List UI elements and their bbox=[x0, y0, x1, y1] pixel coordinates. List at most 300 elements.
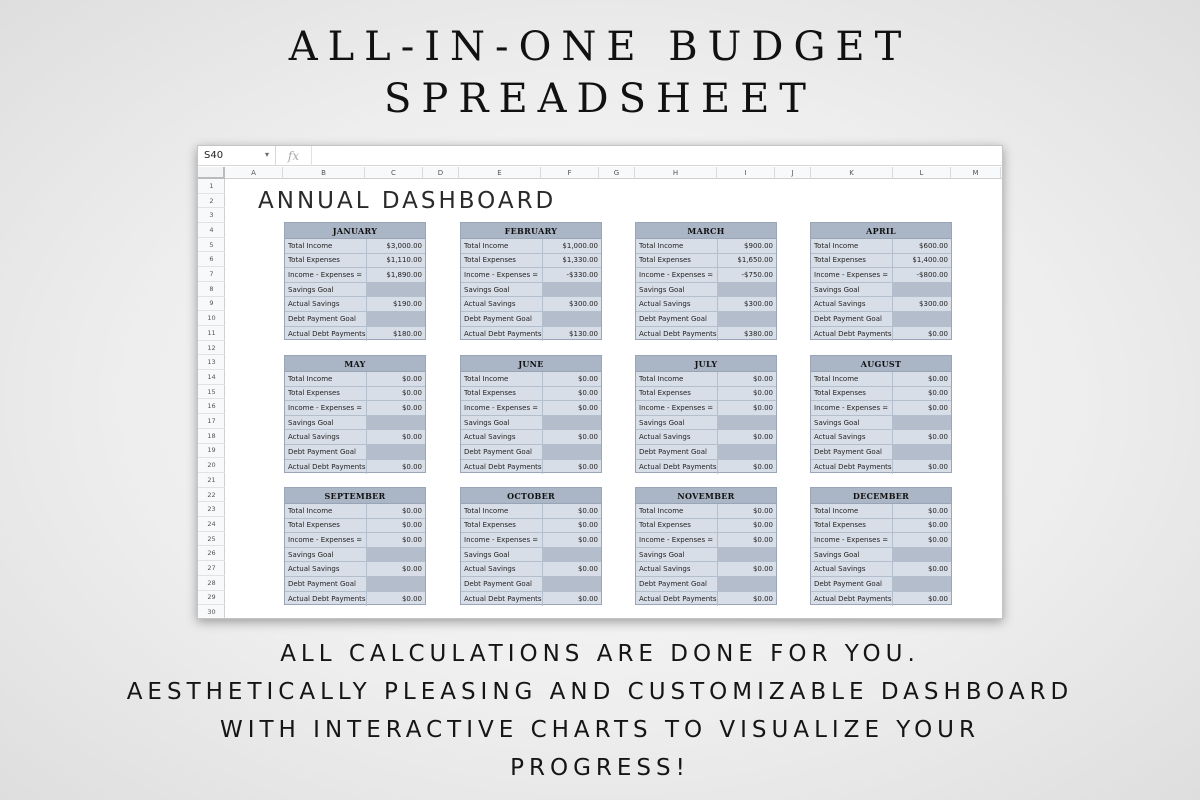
month-row-total-income bbox=[811, 372, 951, 387]
formula-bar bbox=[198, 146, 1003, 166]
row-label[interactable]: Total Expenses bbox=[811, 254, 893, 268]
month-row-actual-debt bbox=[285, 592, 425, 607]
cell-value[interactable]: $0.00 bbox=[752, 433, 773, 442]
month-row-actual-savings bbox=[811, 430, 951, 445]
row-header[interactable]: 27 bbox=[198, 561, 225, 576]
cell-value[interactable]: $0.00 bbox=[752, 389, 773, 398]
month-row-total-income bbox=[636, 504, 776, 519]
month-row-total-income bbox=[811, 239, 951, 254]
row-label[interactable]: Actual Savings bbox=[461, 562, 543, 576]
cell-value[interactable]: $0.00 bbox=[401, 521, 422, 530]
cell-value[interactable]: $0.00 bbox=[577, 462, 598, 471]
row-header[interactable]: 16 bbox=[198, 400, 225, 415]
cell-value[interactable]: $0.00 bbox=[401, 374, 422, 383]
formula-input[interactable] bbox=[312, 146, 1003, 166]
month-row-net bbox=[636, 268, 776, 283]
cell-value[interactable]: -$800.00 bbox=[916, 270, 948, 279]
row-label[interactable]: Total Expenses bbox=[636, 519, 718, 533]
month-row-actual-debt bbox=[285, 327, 425, 342]
column-header[interactable]: F bbox=[541, 167, 599, 179]
month-card-may bbox=[284, 355, 426, 473]
row-label[interactable]: Savings Goal bbox=[636, 416, 718, 430]
row-label[interactable]: Debt Payment Goal bbox=[636, 312, 718, 326]
row-label[interactable]: Actual Savings bbox=[285, 562, 367, 576]
row-label[interactable]: Income - Expenses = bbox=[811, 268, 893, 282]
month-row-debt-goal bbox=[811, 312, 951, 327]
cell-value[interactable]: $0.00 bbox=[401, 433, 422, 442]
month-row-savings-goal bbox=[811, 548, 951, 563]
row-label[interactable]: Actual Savings bbox=[811, 297, 893, 311]
row-label[interactable]: Income - Expenses = bbox=[461, 401, 543, 415]
row-label[interactable]: Total Expenses bbox=[285, 254, 367, 268]
cell-value[interactable] bbox=[367, 548, 425, 562]
month-card-february bbox=[460, 222, 602, 340]
row-label[interactable]: Savings Goal bbox=[285, 283, 367, 297]
row-label[interactable]: Total Income bbox=[636, 239, 718, 253]
row-label[interactable]: Income - Expenses = bbox=[636, 401, 718, 415]
month-title[interactable]: FEBRUARY bbox=[461, 223, 601, 239]
name-box[interactable] bbox=[198, 146, 276, 166]
footer-line-3: WITH INTERACTIVE CHARTS TO VISUALIZE YOUR bbox=[219, 717, 980, 743]
cell-value[interactable] bbox=[718, 283, 776, 297]
row-label[interactable]: Debt Payment Goal bbox=[285, 577, 367, 591]
cell-value[interactable] bbox=[367, 283, 425, 297]
cell-value[interactable] bbox=[718, 312, 776, 326]
month-row-savings-goal bbox=[461, 548, 601, 563]
row-label[interactable]: Actual Savings bbox=[636, 430, 718, 444]
row-label[interactable]: Debt Payment Goal bbox=[636, 445, 718, 459]
row-label[interactable]: Total Income bbox=[636, 504, 718, 518]
cell-value[interactable]: $0.00 bbox=[927, 521, 948, 530]
cell-value[interactable] bbox=[893, 283, 951, 297]
cell-value[interactable]: $0.00 bbox=[401, 506, 422, 515]
row-label[interactable]: Actual Debt Payments bbox=[636, 592, 718, 607]
row-label[interactable]: Savings Goal bbox=[285, 416, 367, 430]
month-row-net bbox=[636, 533, 776, 548]
row-header[interactable]: 15 bbox=[198, 385, 225, 400]
month-row-total-expenses bbox=[636, 387, 776, 402]
row-header[interactable]: 1 bbox=[198, 179, 225, 194]
cell-value[interactable] bbox=[893, 577, 951, 591]
column-header[interactable]: J bbox=[775, 167, 811, 179]
row-label[interactable]: Debt Payment Goal bbox=[811, 445, 893, 459]
row-label[interactable]: Total Expenses bbox=[811, 519, 893, 533]
cell-value[interactable]: $0.00 bbox=[401, 535, 422, 544]
month-row-savings-goal bbox=[461, 416, 601, 431]
cell-value[interactable]: $0.00 bbox=[752, 374, 773, 383]
cell-value[interactable]: $180.00 bbox=[393, 329, 422, 338]
month-row-debt-goal bbox=[636, 577, 776, 592]
month-row-actual-debt bbox=[811, 592, 951, 607]
column-header[interactable]: H bbox=[635, 167, 717, 179]
row-label[interactable]: Total Expenses bbox=[636, 254, 718, 268]
column-header[interactable]: A bbox=[225, 167, 283, 179]
cell-value[interactable]: $0.00 bbox=[752, 506, 773, 515]
cell-value[interactable]: $0.00 bbox=[577, 389, 598, 398]
cell-value[interactable]: -$330.00 bbox=[566, 270, 598, 279]
month-row-total-expenses bbox=[636, 254, 776, 269]
footer-line-2: AESTHETICALLY PLEASING AND CUSTOMIZABLE DASHBOARD bbox=[126, 679, 1074, 705]
row-header[interactable]: 4 bbox=[198, 223, 225, 238]
row-label[interactable]: Actual Debt Payments bbox=[285, 592, 367, 607]
chevron-down-icon[interactable]: ▾ bbox=[264, 149, 269, 159]
row-label[interactable]: Total Income bbox=[285, 372, 367, 386]
row-label[interactable]: Debt Payment Goal bbox=[636, 577, 718, 591]
row-label[interactable]: Actual Savings bbox=[285, 430, 367, 444]
cell-value[interactable]: $0.00 bbox=[752, 521, 773, 530]
month-row-debt-goal bbox=[285, 312, 425, 327]
month-row-total-expenses bbox=[811, 254, 951, 269]
row-label[interactable]: Total Income bbox=[636, 372, 718, 386]
cell-value[interactable]: $380.00 bbox=[744, 329, 773, 338]
row-label[interactable]: Actual Savings bbox=[461, 297, 543, 311]
month-card-november bbox=[635, 487, 777, 605]
row-label[interactable]: Total Income bbox=[811, 504, 893, 518]
row-label[interactable]: Savings Goal bbox=[285, 548, 367, 562]
row-label[interactable]: Actual Debt Payments bbox=[461, 327, 543, 342]
row-label[interactable]: Actual Debt Payments bbox=[461, 592, 543, 607]
row-label[interactable]: Total Expenses bbox=[285, 387, 367, 401]
row-label[interactable]: Savings Goal bbox=[811, 416, 893, 430]
row-header[interactable]: 13 bbox=[198, 355, 225, 370]
row-label[interactable]: Debt Payment Goal bbox=[811, 577, 893, 591]
cell-value[interactable] bbox=[367, 312, 425, 326]
row-label[interactable]: Actual Debt Payments bbox=[811, 460, 893, 475]
row-header[interactable]: 5 bbox=[198, 238, 225, 253]
select-all-corner[interactable] bbox=[198, 167, 225, 179]
cell-value[interactable]: $0.00 bbox=[752, 535, 773, 544]
month-card-september bbox=[284, 487, 426, 605]
cell-value[interactable] bbox=[367, 577, 425, 591]
month-row-actual-debt bbox=[636, 592, 776, 607]
cell-value[interactable]: $0.00 bbox=[927, 462, 948, 471]
row-header[interactable]: 30 bbox=[198, 605, 225, 619]
cell-value[interactable] bbox=[718, 445, 776, 459]
cell-value[interactable]: $0.00 bbox=[577, 565, 598, 574]
month-row-net bbox=[285, 533, 425, 548]
cell-value[interactable]: $3,000.00 bbox=[386, 241, 422, 250]
row-label[interactable]: Total Expenses bbox=[461, 254, 543, 268]
cell-value[interactable]: $0.00 bbox=[752, 565, 773, 574]
cell-value[interactable]: $0.00 bbox=[927, 535, 948, 544]
month-title[interactable]: APRIL bbox=[811, 223, 951, 239]
month-row-actual-savings bbox=[461, 562, 601, 577]
row-label[interactable]: Total Income bbox=[461, 239, 543, 253]
month-card-june bbox=[460, 355, 602, 473]
month-title[interactable]: DECEMBER bbox=[811, 488, 951, 504]
month-row-net bbox=[285, 401, 425, 416]
row-header[interactable]: 23 bbox=[198, 502, 225, 517]
cell-value[interactable]: $0.00 bbox=[752, 594, 773, 603]
cell-value[interactable] bbox=[543, 577, 601, 591]
row-header-column bbox=[198, 179, 225, 619]
cell-value[interactable] bbox=[893, 312, 951, 326]
month-row-net bbox=[461, 533, 601, 548]
dashboard-title: ANNUAL DASHBOARD bbox=[258, 188, 557, 214]
cell-value[interactable]: $600.00 bbox=[919, 241, 948, 250]
cell-value[interactable] bbox=[718, 548, 776, 562]
row-label[interactable]: Total Expenses bbox=[811, 387, 893, 401]
column-header[interactable]: L bbox=[893, 167, 951, 179]
column-header[interactable]: M bbox=[951, 167, 1001, 179]
cell-value[interactable]: $0.00 bbox=[577, 374, 598, 383]
cell-value[interactable]: $300.00 bbox=[919, 300, 948, 309]
cell-value[interactable]: $900.00 bbox=[744, 241, 773, 250]
month-title[interactable]: JANUARY bbox=[285, 223, 425, 239]
month-title[interactable]: MAY bbox=[285, 356, 425, 372]
cell-value[interactable]: $0.00 bbox=[927, 433, 948, 442]
month-row-debt-goal bbox=[461, 312, 601, 327]
row-label[interactable]: Actual Savings bbox=[285, 297, 367, 311]
column-header[interactable]: B bbox=[283, 167, 365, 179]
footer-line-1: ALL CALCULATIONS ARE DONE FOR YOU. bbox=[280, 641, 920, 667]
month-card-april bbox=[810, 222, 952, 340]
row-label[interactable]: Actual Debt Payments bbox=[285, 460, 367, 475]
row-header[interactable]: 26 bbox=[198, 547, 225, 562]
row-label[interactable]: Total Income bbox=[285, 239, 367, 253]
row-header[interactable]: 17 bbox=[198, 414, 225, 429]
month-row-actual-debt bbox=[811, 460, 951, 475]
cell-value[interactable]: $0.00 bbox=[927, 374, 948, 383]
cell-value[interactable]: $0.00 bbox=[927, 565, 948, 574]
month-row-actual-savings bbox=[636, 562, 776, 577]
month-title[interactable]: JUNE bbox=[461, 356, 601, 372]
month-row-net bbox=[461, 268, 601, 283]
month-title[interactable]: AUGUST bbox=[811, 356, 951, 372]
row-header[interactable]: 3 bbox=[198, 208, 225, 223]
cell-value[interactable] bbox=[543, 416, 601, 430]
cell-value[interactable] bbox=[718, 577, 776, 591]
row-header[interactable]: 8 bbox=[198, 282, 225, 297]
cell-value[interactable]: $300.00 bbox=[744, 300, 773, 309]
row-header[interactable]: 12 bbox=[198, 341, 225, 356]
row-header[interactable]: 11 bbox=[198, 326, 225, 341]
month-row-net bbox=[811, 533, 951, 548]
cell-value[interactable]: $0.00 bbox=[927, 389, 948, 398]
row-header[interactable]: 10 bbox=[198, 311, 225, 326]
row-label[interactable]: Income - Expenses = bbox=[285, 268, 367, 282]
cell-value[interactable] bbox=[543, 548, 601, 562]
month-title[interactable]: SEPTEMBER bbox=[285, 488, 425, 504]
cell-value[interactable] bbox=[893, 445, 951, 459]
cell-value[interactable] bbox=[543, 283, 601, 297]
cell-value[interactable]: $0.00 bbox=[752, 462, 773, 471]
row-label[interactable]: Actual Savings bbox=[461, 430, 543, 444]
row-label[interactable]: Income - Expenses = bbox=[285, 401, 367, 415]
month-row-actual-debt bbox=[285, 460, 425, 475]
month-row-actual-debt bbox=[461, 592, 601, 607]
row-header[interactable]: 9 bbox=[198, 297, 225, 312]
cell-value[interactable]: $0.00 bbox=[927, 594, 948, 603]
month-row-actual-savings bbox=[285, 562, 425, 577]
cell-value[interactable]: $130.00 bbox=[569, 329, 598, 338]
month-card-december bbox=[810, 487, 952, 605]
row-header[interactable]: 14 bbox=[198, 370, 225, 385]
month-row-net bbox=[811, 401, 951, 416]
month-card-march bbox=[635, 222, 777, 340]
month-row-actual-debt bbox=[636, 327, 776, 342]
month-row-debt-goal bbox=[461, 577, 601, 592]
column-header[interactable]: I bbox=[717, 167, 775, 179]
row-label[interactable]: Income - Expenses = bbox=[461, 533, 543, 547]
row-label[interactable]: Savings Goal bbox=[811, 548, 893, 562]
spreadsheet-window bbox=[197, 145, 1003, 619]
column-header[interactable]: C bbox=[365, 167, 423, 179]
cell-value[interactable]: $0.00 bbox=[752, 403, 773, 412]
month-row-savings-goal bbox=[285, 283, 425, 298]
month-row-total-expenses bbox=[285, 387, 425, 402]
month-row-debt-goal bbox=[461, 445, 601, 460]
row-label[interactable]: Debt Payment Goal bbox=[285, 445, 367, 459]
row-header[interactable]: 2 bbox=[198, 194, 225, 209]
month-row-debt-goal bbox=[811, 577, 951, 592]
row-label[interactable]: Total Income bbox=[461, 372, 543, 386]
row-label[interactable]: Debt Payment Goal bbox=[461, 445, 543, 459]
month-row-net bbox=[811, 268, 951, 283]
cell-value[interactable]: $1,330.00 bbox=[562, 256, 598, 265]
row-label[interactable]: Actual Debt Payments bbox=[811, 592, 893, 607]
month-row-total-income bbox=[285, 372, 425, 387]
row-header[interactable]: 25 bbox=[198, 532, 225, 547]
month-row-debt-goal bbox=[285, 445, 425, 460]
month-row-total-expenses bbox=[461, 254, 601, 269]
cell-value[interactable]: $0.00 bbox=[577, 594, 598, 603]
row-label[interactable]: Actual Savings bbox=[636, 562, 718, 576]
row-label[interactable]: Actual Savings bbox=[811, 562, 893, 576]
row-label[interactable]: Debt Payment Goal bbox=[285, 312, 367, 326]
row-label[interactable]: Total Income bbox=[811, 372, 893, 386]
cell-value[interactable]: $300.00 bbox=[569, 300, 598, 309]
row-label[interactable]: Actual Debt Payments bbox=[636, 327, 718, 342]
row-label[interactable]: Actual Savings bbox=[636, 297, 718, 311]
footer-line-4: PROGRESS! bbox=[510, 755, 690, 781]
month-row-net bbox=[461, 401, 601, 416]
month-row-actual-savings bbox=[285, 430, 425, 445]
cell-value[interactable]: $1,890.00 bbox=[386, 270, 422, 279]
month-row-total-income bbox=[461, 239, 601, 254]
cell-value[interactable]: $0.00 bbox=[927, 506, 948, 515]
fx-icon: fx bbox=[276, 146, 312, 166]
cell-value[interactable]: $0.00 bbox=[401, 565, 422, 574]
month-row-total-income bbox=[461, 504, 601, 519]
cell-value[interactable] bbox=[893, 548, 951, 562]
cell-value[interactable]: $1,000.00 bbox=[562, 241, 598, 250]
row-label[interactable]: Actual Debt Payments bbox=[285, 327, 367, 342]
cell-value[interactable] bbox=[718, 416, 776, 430]
cell-value[interactable] bbox=[367, 416, 425, 430]
row-header[interactable]: 29 bbox=[198, 591, 225, 606]
cell-value[interactable] bbox=[893, 416, 951, 430]
month-row-debt-goal bbox=[636, 445, 776, 460]
row-label[interactable]: Total Expenses bbox=[461, 387, 543, 401]
month-title[interactable]: MARCH bbox=[636, 223, 776, 239]
cell-value[interactable]: $0.00 bbox=[577, 535, 598, 544]
cell-value[interactable]: $0.00 bbox=[927, 329, 948, 338]
month-title[interactable]: NOVEMBER bbox=[636, 488, 776, 504]
row-label[interactable]: Total Income bbox=[285, 504, 367, 518]
cell-value[interactable]: $1,110.00 bbox=[386, 256, 422, 265]
month-title[interactable]: OCTOBER bbox=[461, 488, 601, 504]
column-header[interactable]: E bbox=[459, 167, 541, 179]
month-row-debt-goal bbox=[636, 312, 776, 327]
row-header[interactable]: 28 bbox=[198, 576, 225, 591]
row-header[interactable]: 22 bbox=[198, 488, 225, 503]
row-label[interactable]: Income - Expenses = bbox=[811, 401, 893, 415]
row-label[interactable]: Total Income bbox=[461, 504, 543, 518]
month-row-net bbox=[636, 401, 776, 416]
cell-value[interactable]: $1,400.00 bbox=[912, 256, 948, 265]
cell-value[interactable]: $0.00 bbox=[577, 403, 598, 412]
row-label[interactable]: Total Expenses bbox=[285, 519, 367, 533]
row-label[interactable]: Income - Expenses = bbox=[285, 533, 367, 547]
cell-value[interactable]: $0.00 bbox=[401, 594, 422, 603]
month-row-savings-goal bbox=[636, 416, 776, 431]
row-label[interactable]: Income - Expenses = bbox=[636, 268, 718, 282]
month-title[interactable]: JULY bbox=[636, 356, 776, 372]
row-label[interactable]: Debt Payment Goal bbox=[461, 577, 543, 591]
cell-value[interactable]: $1,650.00 bbox=[737, 256, 773, 265]
cell-value[interactable]: $190.00 bbox=[393, 300, 422, 309]
cell-value[interactable]: $0.00 bbox=[401, 403, 422, 412]
column-header[interactable]: K bbox=[811, 167, 893, 179]
row-label[interactable]: Savings Goal bbox=[636, 283, 718, 297]
row-label[interactable]: Debt Payment Goal bbox=[811, 312, 893, 326]
row-header[interactable]: 21 bbox=[198, 473, 225, 488]
row-header[interactable]: 24 bbox=[198, 517, 225, 532]
month-row-savings-goal bbox=[285, 548, 425, 563]
column-header[interactable]: D bbox=[423, 167, 459, 179]
row-header[interactable]: 19 bbox=[198, 444, 225, 459]
column-header[interactable]: G bbox=[599, 167, 635, 179]
cell-value[interactable]: $0.00 bbox=[401, 462, 422, 471]
row-header[interactable]: 18 bbox=[198, 429, 225, 444]
row-label[interactable]: Total Income bbox=[811, 239, 893, 253]
month-row-total-expenses bbox=[285, 254, 425, 269]
cell-value[interactable] bbox=[367, 445, 425, 459]
cell-value[interactable]: -$750.00 bbox=[741, 270, 773, 279]
cell-value[interactable]: $0.00 bbox=[577, 433, 598, 442]
month-row-net bbox=[285, 268, 425, 283]
row-header[interactable]: 20 bbox=[198, 458, 225, 473]
row-label[interactable]: Income - Expenses = bbox=[636, 533, 718, 547]
row-label[interactable]: Total Expenses bbox=[461, 519, 543, 533]
row-label[interactable]: Debt Payment Goal bbox=[461, 312, 543, 326]
row-label[interactable]: Actual Debt Payments bbox=[636, 460, 718, 475]
cell-value[interactable]: $0.00 bbox=[401, 389, 422, 398]
row-label[interactable]: Savings Goal bbox=[636, 548, 718, 562]
row-label[interactable]: Actual Savings bbox=[811, 430, 893, 444]
row-label[interactable]: Actual Debt Payments bbox=[811, 327, 893, 342]
row-label[interactable]: Total Expenses bbox=[636, 387, 718, 401]
month-row-actual-savings bbox=[461, 430, 601, 445]
row-label[interactable]: Savings Goal bbox=[461, 283, 543, 297]
row-label[interactable]: Income - Expenses = bbox=[461, 268, 543, 282]
row-label[interactable]: Savings Goal bbox=[811, 283, 893, 297]
row-label[interactable]: Income - Expenses = bbox=[811, 533, 893, 547]
row-label[interactable]: Savings Goal bbox=[461, 416, 543, 430]
month-row-actual-savings bbox=[461, 297, 601, 312]
month-row-total-expenses bbox=[285, 519, 425, 534]
row-header[interactable]: 6 bbox=[198, 253, 225, 268]
cell-value[interactable] bbox=[543, 312, 601, 326]
row-label[interactable]: Savings Goal bbox=[461, 548, 543, 562]
cell-value[interactable]: $0.00 bbox=[927, 403, 948, 412]
cell-value[interactable] bbox=[543, 445, 601, 459]
row-label[interactable]: Actual Debt Payments bbox=[461, 460, 543, 475]
cell-value[interactable]: $0.00 bbox=[577, 506, 598, 515]
cell-value[interactable]: $0.00 bbox=[577, 521, 598, 530]
row-header[interactable]: 7 bbox=[198, 267, 225, 282]
